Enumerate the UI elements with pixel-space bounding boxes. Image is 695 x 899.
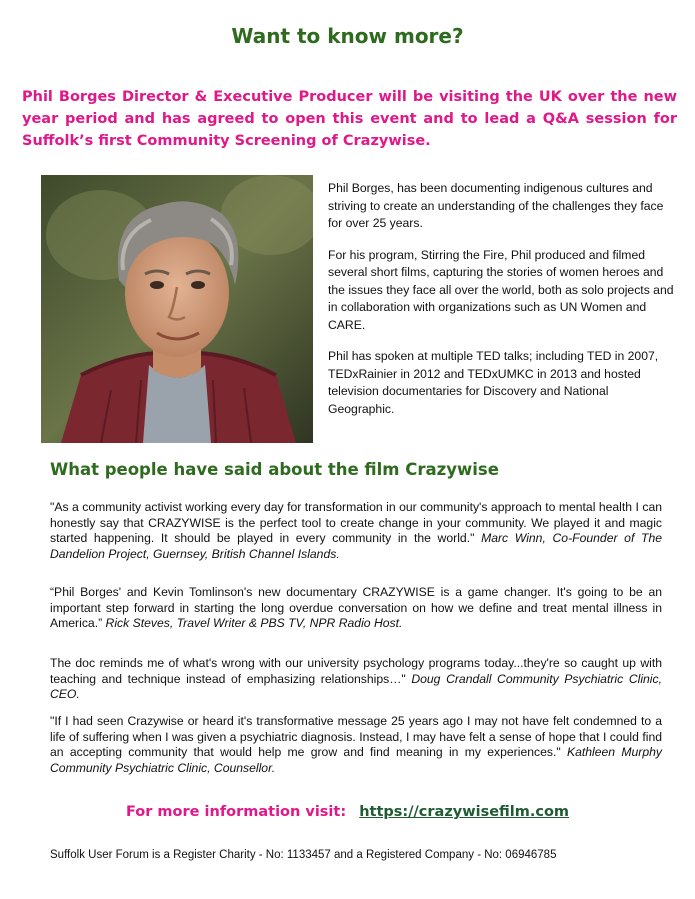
quote-text: "As a community activist working every day for transformation in our community's approach to mental health I can honestly say that CRAZYWISE is the perfect tool to create change in your community. We played it and magic started happening. It should be played in every community in the world."	[50, 500, 662, 545]
page-title: Want to know more?	[231, 24, 464, 48]
quote-attribution: Kathleen Murphy Community Psychiatric Clinic, Counsellor.	[50, 745, 662, 775]
website-link[interactable]: https://crazywisefilm.com	[359, 804, 570, 820]
footer-text: Suffolk User Forum is a Register Charity - No: 1133457 and a Registered Company - No: 06946785	[50, 849, 557, 861]
quote-text: “Phil Borges' and Kevin Tomlinson's new documentary CRAZYWISE is a game changer. It's going to be an important step forward in starting the long overdue conversation on how we define and treat mental illness in America.”	[50, 585, 662, 630]
bio-text	[328, 180, 678, 432]
bio-paragraph: Phil Borges, has been documenting indigenous cultures and striving to create an understanding of the challenges they face for over 25 years.	[328, 181, 664, 230]
intro-paragraph: Phil Borges Director & Executive Producer will be visiting the UK over the new year period and has agreed to open this event and to lead a Q&A session for Suffolk’s first Community Screening of Crazywise.	[22, 89, 677, 149]
testimonials-heading: What people have said about the film Crazywise	[50, 460, 499, 479]
bio-paragraph: For his program, Stirring the Fire, Phil produced and filmed several short films, capturing the stories of women heroes and the issues they face all over the world, both as solo projects and in collaboration with organizations such as UN Women and CARE.	[328, 247, 674, 332]
bio-paragraph: Phil has spoken at multiple TED talks; including TED in 2007, TEDxRainier in 2012 and TEDxUMKC in 2013 and hosted television documentaries for Discovery and National Geographic.	[328, 349, 659, 416]
quote-text: The doc reminds me of what's wrong with our university psychology programs today...they're so caught up with teaching and technique instead of emphasizing relationships…"	[50, 656, 662, 686]
testimonial-quote	[50, 585, 662, 632]
more-info-line	[0, 804, 695, 820]
more-info-label: For more information visit:	[125, 804, 347, 820]
testimonial-quote	[50, 714, 662, 776]
quote-attribution: Doug Crandall Community Psychiatric Clinic, CEO.	[50, 671, 662, 701]
portrait-photo	[41, 175, 313, 443]
testimonial-quote	[50, 500, 662, 562]
quote-attribution: Rick Steves, Travel Writer & PBS TV, NPR Radio Host.	[105, 616, 403, 630]
testimonial-quote	[50, 656, 662, 703]
quote-text: "If I had seen Crazywise or heard it's transformative message 25 years ago I may not have felt condemned to a life of suffering when I was given a psychiatric diagnosis. Instead, I may have felt a sense of hope that I could find an accepting community that would help me grow and find meaning in my experiences."	[50, 714, 662, 759]
quote-attribution: Marc Winn, Co-Founder of The Dandelion Project, Guernsey, British Channel Islands.	[50, 531, 663, 561]
